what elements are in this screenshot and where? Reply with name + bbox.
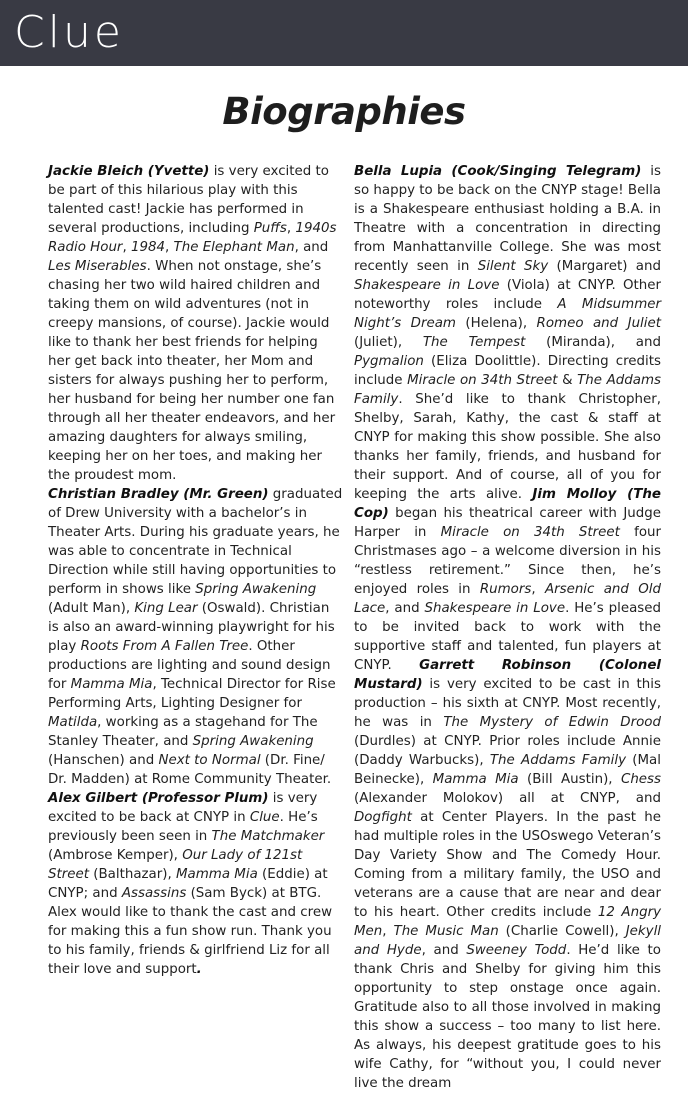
- show-title: Matilda: [48, 715, 98, 730]
- show-title: Pygmalion: [354, 354, 424, 369]
- show-title: Mamma Mia: [176, 867, 258, 882]
- show-title: Clue: [249, 810, 280, 825]
- bio-text: graduated of Drew University with a bachelor’s in Theater Arts. During his graduate years, he was able to concentrate in Technical Direction while still having opportunities to perform in shows like: [48, 487, 343, 597]
- show-title: The Matchmaker: [211, 829, 325, 844]
- show-title: The Addams Family: [354, 373, 661, 407]
- bio-alex: [48, 789, 344, 979]
- show-title: Les Miserables: [48, 259, 147, 274]
- bio-jackie: [48, 162, 344, 485]
- bio-name: Christian Bradley (Mr. Green): [48, 487, 269, 502]
- bio-text: ,: [122, 240, 131, 255]
- bio-text: ,: [382, 924, 394, 939]
- bio-christian: [48, 485, 344, 789]
- bio-text: (Oswald). Christian is also an award-winning playwright for his play: [48, 601, 335, 654]
- bio-text: (Dr. Fine/ Dr. Madden) at Rome Community Theater.: [48, 753, 332, 787]
- show-title: Miracle on 34th Street: [407, 373, 558, 388]
- bio-name: Jackie Bleich (Yvette): [48, 164, 210, 179]
- show-title: Spring Awakening: [192, 734, 314, 749]
- bio-text: , and: [294, 240, 329, 255]
- bio-text: (Eddie) at CNYP; and: [48, 867, 328, 901]
- show-title: Our Lady of 121st Street: [48, 848, 303, 882]
- bio-text: . She’d like to thank Christopher, Shelby, Sarah, Kathy, the cast & staff at CNYP for making this show possible. She also thanks her family, friends, and husband for their support. And of course, all of you for keeping the arts alive.: [354, 392, 661, 502]
- bio-text: (Mal Beinecke),: [354, 753, 661, 787]
- bio-text: is very excited to be back at CNYP in: [48, 791, 318, 825]
- bio-text: (Viola) at CNYP. Other noteworthy roles include: [354, 278, 662, 312]
- bio-name: Alex Gilbert (Professor Plum): [48, 791, 269, 806]
- show-title: Spring Awakening: [195, 582, 317, 597]
- show-title: Sweeney Todd: [466, 943, 567, 958]
- bio-text: . He’d like to thank Chris and Shelby for giving him this opportunity to step onstage once again. Gratitude also to all those involved in making this show a success – too many to list here. As always, his deepest gratitude goes to his wife Cathy, for “without you, I could never live the dream: [354, 943, 661, 1091]
- bio-text: is very excited to be part of this hilarious play with this talented cast! Jackie has performed in several productions, including: [48, 164, 329, 236]
- show-title: Puffs: [253, 221, 287, 236]
- bio-text: is very excited to be cast in this production – his sixth at CNYP. Most recently, he was in: [354, 677, 661, 730]
- show-title: Shakespeare in Love: [424, 601, 566, 616]
- show-title: Rumors: [479, 582, 532, 597]
- bio-name: Jim Molloy (The Cop): [354, 487, 661, 521]
- bio-name: Bella Lupia (Cook/Singing Telegram): [354, 164, 642, 179]
- bio-text: ,: [286, 221, 296, 236]
- show-title: Assassins: [121, 886, 187, 901]
- show-title: 1940s Radio Hour: [48, 221, 337, 255]
- bio-end-period: .: [196, 962, 202, 977]
- bio-text: (Miranda), and: [525, 335, 662, 350]
- bio-text: four Christmases ago – a welcome diversion in his “restless retirement.” Since then, he’s enjoyed roles in: [354, 525, 662, 597]
- bio-text: (Hanschen) and: [48, 753, 159, 768]
- show-title: The Music Man: [393, 924, 499, 939]
- show-title: A Midsummer Night’s Dream: [354, 297, 661, 331]
- bio-text: ,: [531, 582, 545, 597]
- bio-text: (Balthazar),: [88, 867, 176, 882]
- show-title: Arsenic and Old Lace: [354, 582, 661, 616]
- bio-text: (Helena),: [455, 316, 537, 331]
- bio-text: (Bill Austin),: [518, 772, 621, 787]
- show-title: King Lear: [134, 601, 198, 616]
- bio-text: , and: [421, 943, 467, 958]
- show-title: Romeo and Juliet: [536, 316, 661, 331]
- bio-text: (Adult Man),: [48, 601, 135, 616]
- show-title: Next to Normal: [158, 753, 261, 768]
- show-title: Roots From A Fallen Tree: [80, 639, 249, 654]
- show-title: The Tempest: [422, 335, 526, 350]
- right-column: [354, 162, 661, 1093]
- bio-text: (Eliza Doolittle). Directing credits include: [354, 354, 661, 388]
- bio-text: (Juliet),: [354, 335, 423, 350]
- bio-text: . He’s pleased to be invited back to work with the supportive staff and talented, fun players at CNYP.: [354, 601, 661, 673]
- show-title: Chess: [620, 772, 661, 787]
- bio-text: (Sam Byck) at BTG. Alex would like to thank the cast and crew for making this a fun show run. Thank you to his family, friends & girlfriend Liz for all their love and support: [48, 886, 333, 977]
- show-title: Shakespeare in Love: [354, 278, 500, 293]
- header-bar: [0, 0, 688, 66]
- show-title: Jekyll and Hyde: [354, 924, 662, 958]
- bio-text: , working as a stagehand for The Stanley Theater, and: [48, 715, 318, 749]
- page-title: Biographies: [222, 90, 466, 133]
- bio-text: (Ambrose Kemper),: [48, 848, 183, 863]
- bio-text: . He’s previously been seen in: [48, 810, 318, 844]
- bio-name: Garrett Robinson (Colonel Mustard): [354, 658, 661, 692]
- bio-text: (Margaret) and: [548, 259, 661, 274]
- bio-text: (Durdles) at CNYP. Prior roles include Annie (Daddy Warbucks),: [354, 734, 661, 768]
- bio-text: . Other productions are lighting and sound design for: [48, 639, 331, 692]
- app-title: Clue: [14, 7, 124, 58]
- show-title: Mamma Mia: [432, 772, 519, 787]
- bio-text: at Center Players. In the past he had multiple roles in the USOswego Veteran’s Day Variety Show and The Comedy Hour. Coming from a military family, the USO and veterans are a cause that are near and dear to his heart. Other credits include: [354, 810, 661, 920]
- show-title: Dogfight: [354, 810, 412, 825]
- bio-bella-jim-garrett: [354, 162, 661, 1093]
- bio-text: is so happy to be back on the CNYP stage! Bella is a Shakespeare enthusiast holding a B.A. in Theatre with a concentration in directing from Manhattanville College. She was most recently seen in: [354, 164, 661, 274]
- bio-text: (Charlie Cowell),: [498, 924, 626, 939]
- show-title: The Mystery of Edwin Drood: [443, 715, 661, 730]
- show-title: Miracle on 34th Street: [440, 525, 620, 540]
- left-column: [48, 162, 344, 979]
- bio-text: (Alexander Molokov) all at CNYP, and: [354, 791, 661, 806]
- bio-text: &: [557, 373, 578, 388]
- bio-text: ,: [165, 240, 174, 255]
- show-title: Mamma Mia: [70, 677, 153, 692]
- bio-text: began his theatrical career with Judge Harper in: [354, 506, 661, 540]
- bio-text: , Technical Director for Rise Performing Arts, Lighting Designer for: [48, 677, 336, 711]
- show-title: The Addams Family: [489, 753, 627, 768]
- bio-text: , and: [385, 601, 425, 616]
- show-title: Silent Sky: [477, 259, 549, 274]
- show-title: 1984: [130, 240, 166, 255]
- show-title: 12 Angry Men: [354, 905, 662, 939]
- bio-text: . When not onstage, she’s chasing her two wild haired children and taking them on wild adventures (not in creepy mansions, of course). Jackie would like to thank her best friends for helping her get back into theater, her Mom and sisters for always pushing her to perform, her husband for being her number one fan through all her theater endeavors, and her amazing daughters for always smiling, keeping her on her toes, and making her the proudest mom.: [48, 259, 336, 483]
- show-title: The Elephant Man: [173, 240, 295, 255]
